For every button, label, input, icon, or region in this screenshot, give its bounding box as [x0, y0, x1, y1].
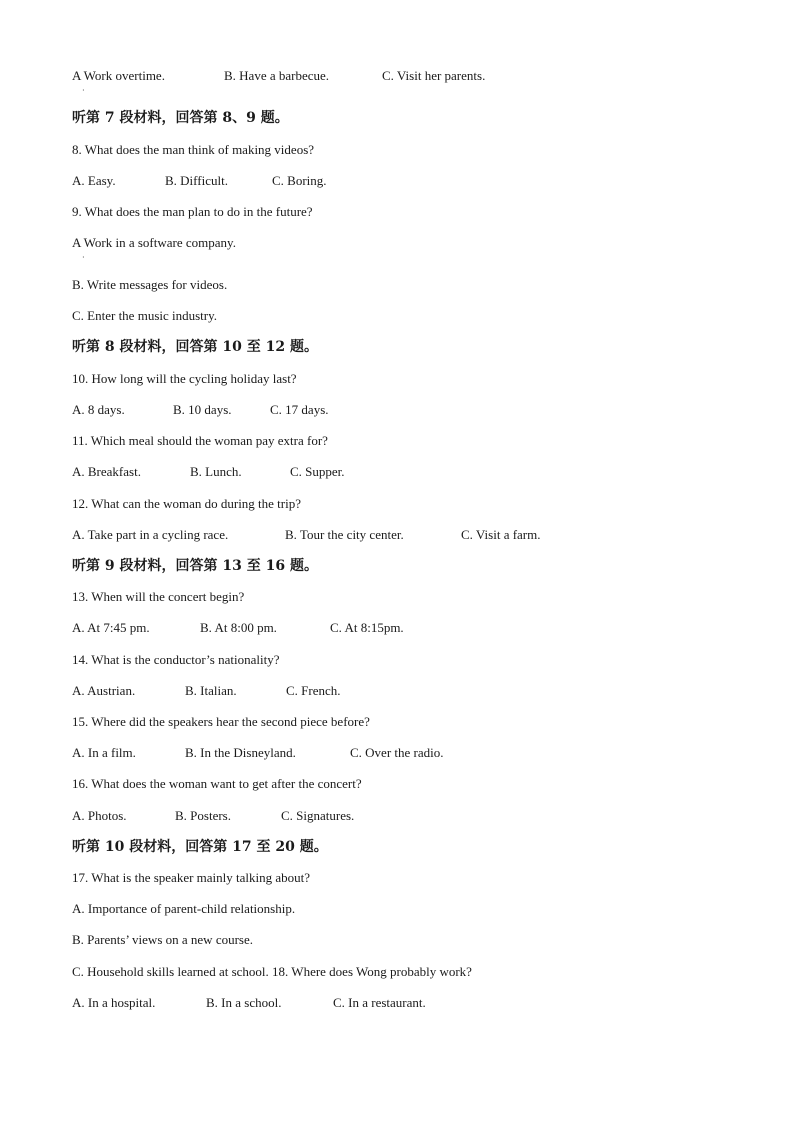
section-7-heading: 听第 7 段材料，回答第 8、9 题。 — [72, 110, 289, 126]
q13-option-a: A. At 7:45 pm. — [72, 620, 150, 635]
q17-option-c-and-question-18: C. Household skills learned at school. 18. Where does Wong probably work? — [72, 964, 472, 979]
q9-option-c: C. Enter the music industry. — [72, 308, 218, 323]
q17-option-b: B. Parents’ views on a new course. — [72, 932, 253, 947]
q8-option-b: B. Difficult. — [165, 173, 228, 188]
section-10-heading: 听第 10 段材料，回答第 17 至 20 题。 — [72, 839, 328, 855]
q10-option-a: A. 8 days. — [72, 402, 125, 417]
q12-option-b: B. Tour the city center. — [285, 527, 404, 542]
q7-option-a: A Work overtime. — [72, 68, 165, 83]
q11-option-b: B. Lunch. — [190, 464, 242, 479]
q16-option-c: C. Signatures. — [281, 808, 355, 823]
q14-option-a: A. Austrian. — [72, 683, 136, 698]
q11-option-a: A. Breakfast. — [72, 464, 141, 479]
q12-option-a: A. Take part in a cycling race. — [72, 527, 229, 542]
q9-option-b: B. Write messages for videos. — [72, 277, 228, 292]
stray-dot: · — [82, 86, 85, 95]
q18-option-c: C. In a restaurant. — [333, 995, 426, 1010]
q13-option-c: C. At 8:15pm. — [330, 620, 404, 635]
question-10: 10. How long will the cycling holiday last? — [72, 371, 297, 386]
q7-option-c: C. Visit her parents. — [382, 68, 486, 83]
question-17: 17. What is the speaker mainly talking about? — [72, 870, 311, 885]
stray-dot: · — [82, 253, 85, 262]
q17-option-a: A. Importance of parent-child relationship. — [72, 901, 296, 916]
q16-option-b: B. Posters. — [175, 808, 231, 823]
q18-option-a: A. In a hospital. — [72, 995, 156, 1010]
question-12: 12. What can the woman do during the trip? — [72, 496, 302, 511]
q14-option-b: B. Italian. — [185, 683, 237, 698]
question-15: 15. Where did the speakers hear the second piece before? — [72, 714, 370, 729]
q18-option-b: B. In a school. — [206, 995, 282, 1010]
question-9: 9. What does the man plan to do in the future? — [72, 204, 313, 219]
q8-option-c: C. Boring. — [272, 173, 327, 188]
q10-option-b: B. 10 days. — [173, 402, 232, 417]
question-13: 13. When will the concert begin? — [72, 589, 245, 604]
q12-option-c: C. Visit a farm. — [461, 527, 541, 542]
section-9-heading: 听第 9 段材料，回答第 13 至 16 题。 — [72, 558, 318, 574]
q10-option-c: C. 17 days. — [270, 402, 329, 417]
question-8: 8. What does the man think of making videos? — [72, 142, 315, 157]
q14-option-c: C. French. — [286, 683, 341, 698]
q11-option-c: C. Supper. — [290, 464, 345, 479]
q16-option-a: A. Photos. — [72, 808, 127, 823]
q15-option-c: C. Over the radio. — [350, 745, 444, 760]
q9-option-a: A Work in a software company. — [72, 235, 236, 250]
q15-option-a: A. In a film. — [72, 745, 136, 760]
q15-option-b: B. In the Disneyland. — [185, 745, 296, 760]
question-14: 14. What is the conductor’s nationality? — [72, 652, 280, 667]
question-11: 11. Which meal should the woman pay extra for? — [72, 433, 328, 448]
question-16: 16. What does the woman want to get after the concert? — [72, 776, 362, 791]
section-8-heading: 听第 8 段材料，回答第 10 至 12 题。 — [72, 339, 318, 355]
q13-option-b: B. At 8:00 pm. — [200, 620, 277, 635]
q7-option-b: B. Have a barbecue. — [224, 68, 330, 83]
q8-option-a: A. Easy. — [72, 173, 116, 188]
